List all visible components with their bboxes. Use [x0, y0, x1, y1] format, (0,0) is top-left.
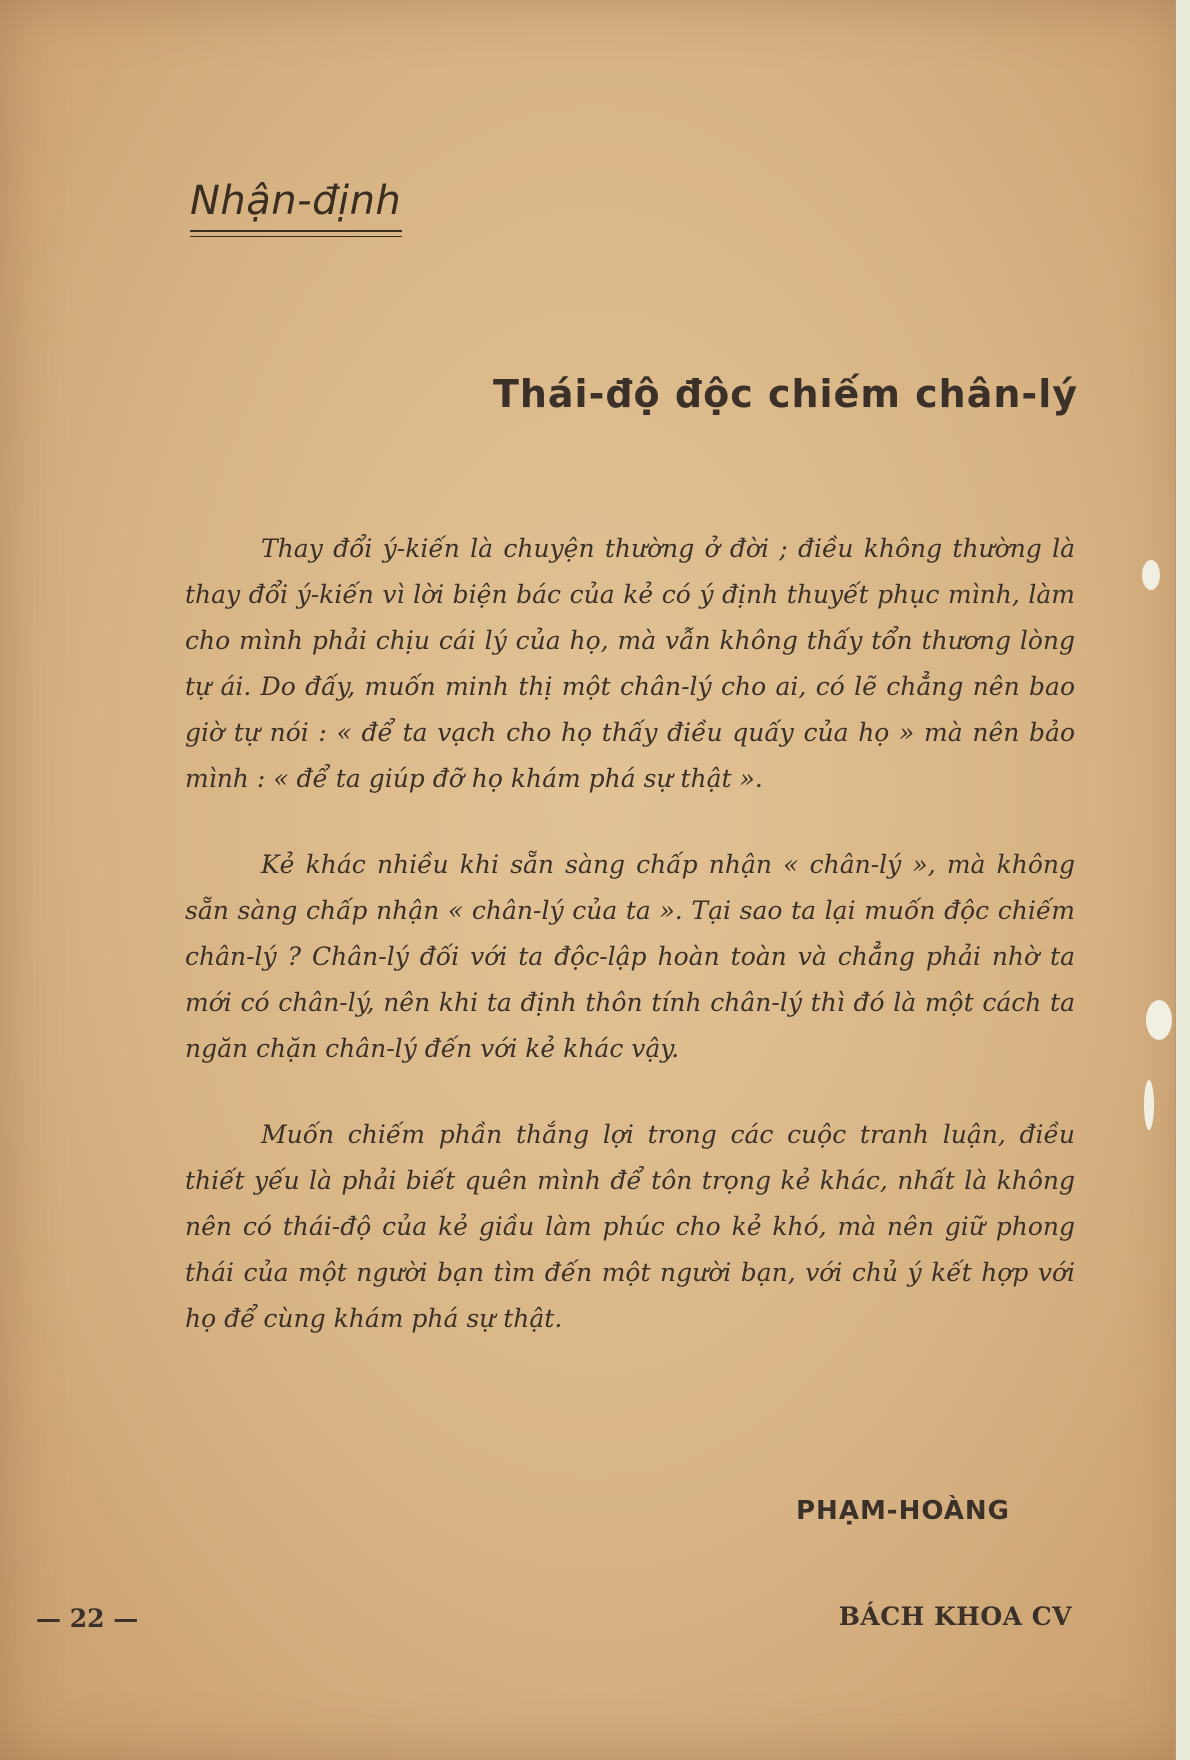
binding-hole	[1142, 560, 1160, 590]
binding-hole	[1146, 1000, 1172, 1040]
publication-name: BÁCH KHOA CV	[838, 1602, 1072, 1631]
article-paragraph: Thay đổi ý-kiến là chuyện thường ở đời ; điều không thường là thay đổi ý-kiến vì lời biện bác của kẻ có ý định thuyết phục mình, làm cho mình phải chịu cái lý của họ, mà vẫn không thấy tổn thương lòng tự ái. Do đấy, muốn minh thị một chân-lý cho ai, có lẽ chẳng nên bao giờ tự nói : « để ta vạch cho họ thấy điều quấy của họ » mà nên bảo mình : « để ta giúp đỡ họ khám phá sự thật ».	[185, 534, 1075, 793]
section-label-underline	[190, 230, 402, 237]
article-paragraph: Kẻ khác nhiều khi sẵn sàng chấp nhận « chân-lý », mà không sẵn sàng chấp nhận « chân-lý của ta ». Tại sao ta lại muốn độc chiếm chân-lý ? Chân-lý đối với ta độc-lập hoàn toàn và chẳng phải nhờ ta mới có chân-lý, nên khi ta định thôn tính chân-lý thì đó là một cách ta ngăn chặn chân-lý đến với kẻ khác vậy.	[185, 850, 1075, 1063]
article-body	[185, 526, 1075, 1382]
article-title: Thái-độ độc chiếm chân-lý	[492, 372, 1078, 416]
section-label: Nhận-định	[190, 178, 402, 224]
page-edge-strip	[1175, 0, 1190, 1760]
article-paragraph: Muốn chiếm phần thắng lợi trong các cuộc tranh luận, điều thiết yếu là phải biết quên mình để tôn trọng kẻ khác, nhất là không nên có thái-độ của kẻ giầu làm phúc cho kẻ khó, mà nên giữ phong thái của một người bạn tìm đến một người bạn, với chủ ý kết hợp với họ để cùng khám phá sự thật.	[185, 1120, 1075, 1333]
page-number: — 22 —	[36, 1604, 139, 1633]
binding-hole	[1144, 1080, 1154, 1130]
article-author: PHẠM-HOÀNG	[796, 1496, 1010, 1526]
